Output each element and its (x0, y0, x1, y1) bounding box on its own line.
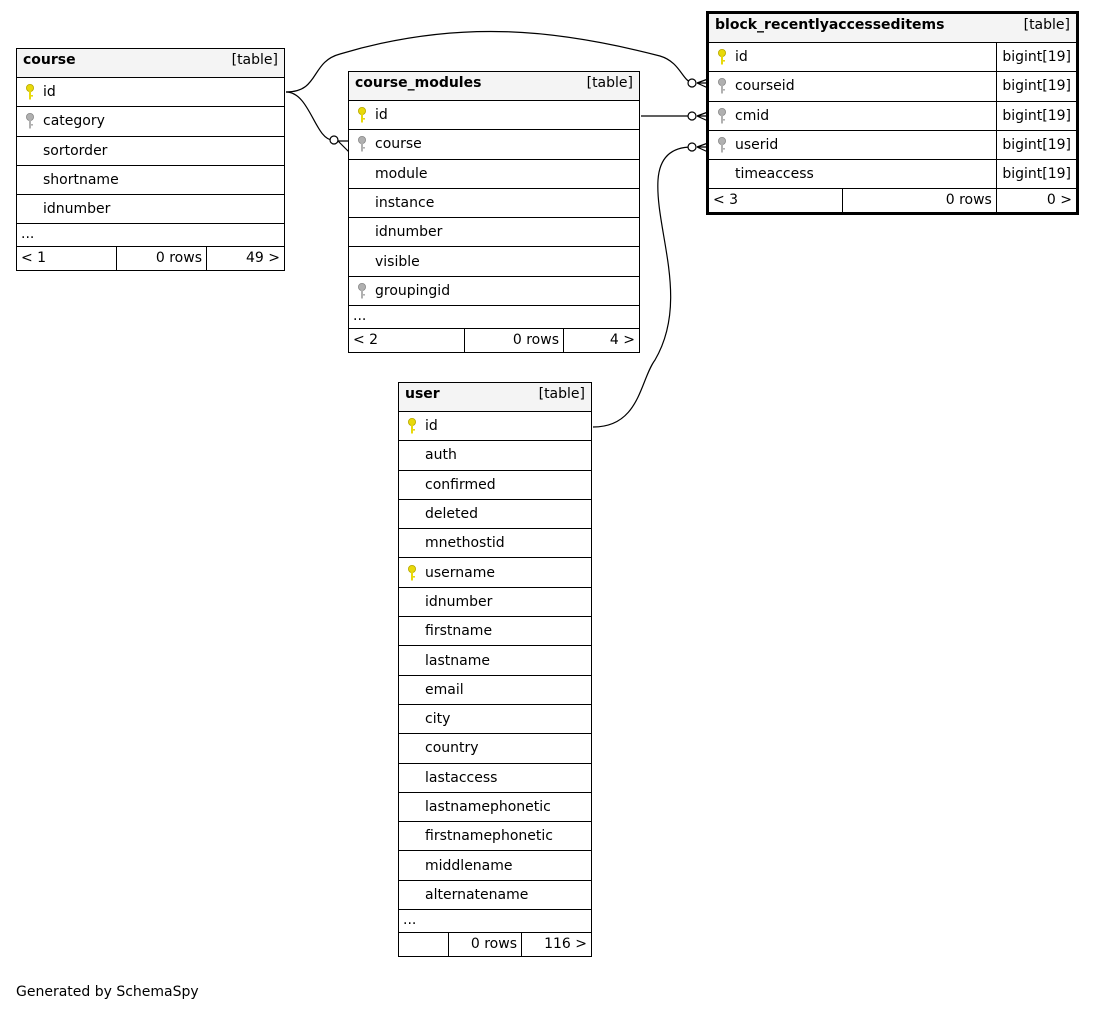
column-name: firstname (425, 623, 493, 640)
primary-key-icon (357, 106, 367, 124)
column-row-mnethostid[interactable] (399, 529, 591, 558)
column-name: id (43, 84, 56, 101)
primary-key-icon (717, 48, 727, 66)
column-key-slot (709, 102, 735, 130)
column-cell (399, 851, 591, 879)
column-name: idnumber (425, 593, 493, 610)
column-cell (399, 558, 591, 586)
table-footer (709, 189, 1076, 212)
table-course[interactable] (16, 48, 285, 271)
edge-zero-marker (688, 143, 696, 151)
column-name: id (735, 49, 748, 66)
column-name: courseid (735, 78, 795, 95)
column-key-slot (349, 218, 375, 246)
foreign-key-icon (25, 112, 35, 130)
column-cell (349, 218, 639, 246)
column-key-slot (399, 851, 425, 879)
column-name: lastnamephonetic (425, 799, 551, 815)
table-kind: [table] (231, 52, 278, 68)
column-cell (399, 793, 591, 821)
column-type: bigint[19] (996, 160, 1076, 188)
column-row-auth[interactable] (399, 441, 591, 470)
column-row-middlename[interactable] (399, 851, 591, 880)
column-row-idnumber[interactable] (399, 588, 591, 617)
column-type: bigint[19] (996, 102, 1076, 130)
column-cell (399, 881, 591, 909)
column-key-slot (709, 72, 735, 100)
credit-text: Generated by SchemaSpy (16, 984, 199, 1000)
column-row-country[interactable] (399, 734, 591, 763)
column-row-id[interactable] (709, 43, 1076, 72)
table-course-modules[interactable] (348, 71, 640, 353)
column-name: shortname (43, 172, 119, 189)
column-name: middlename (425, 857, 513, 874)
column-cell (709, 102, 996, 130)
column-key-slot (709, 131, 735, 159)
column-row-lastname[interactable] (399, 646, 591, 675)
column-name: module (375, 165, 428, 182)
more-columns-indicator: ... (399, 910, 591, 933)
column-row-city[interactable] (399, 705, 591, 734)
children-link[interactable]: 4 > (609, 332, 635, 349)
column-key-slot (399, 793, 425, 821)
parents-link[interactable]: < 3 (709, 189, 843, 212)
column-cell (349, 101, 639, 129)
column-cell (399, 764, 591, 792)
column-key-slot (17, 195, 43, 223)
column-cell (399, 822, 591, 850)
foreign-key-icon (717, 136, 727, 154)
column-name: sortorder (43, 142, 108, 159)
table-header[interactable] (399, 383, 591, 412)
children-link[interactable]: 0 > (1046, 192, 1073, 209)
column-row-alternatename[interactable] (399, 881, 591, 910)
column-cell (349, 277, 639, 305)
parents-link[interactable] (399, 933, 449, 956)
column-cell (349, 247, 639, 275)
table-block-recentlyaccesseditems[interactable] (706, 11, 1079, 215)
column-key-slot (349, 160, 375, 188)
column-cell (709, 131, 996, 159)
column-key-slot (709, 43, 735, 71)
column-cell (349, 130, 639, 158)
column-cell (399, 471, 591, 499)
column-key-slot (399, 705, 425, 733)
column-name: alternatename (425, 886, 529, 903)
column-name: visible (375, 253, 420, 270)
column-key-slot (349, 130, 375, 158)
column-row-module[interactable] (349, 160, 639, 189)
table-footer (399, 933, 591, 956)
column-cell (399, 441, 591, 469)
table-user[interactable] (398, 382, 592, 957)
column-cell (709, 43, 996, 71)
column-key-slot (399, 734, 425, 762)
column-cell (399, 734, 591, 762)
column-row-idnumber[interactable] (349, 218, 639, 247)
column-type: bigint[19] (996, 43, 1076, 71)
column-key-slot (17, 166, 43, 194)
column-row-firstnamephonetic[interactable] (399, 822, 591, 851)
parents-link[interactable]: < 1 (17, 247, 117, 270)
column-key-slot (17, 137, 43, 165)
column-name: city (425, 711, 451, 728)
column-key-slot (399, 441, 425, 469)
column-name: username (425, 564, 495, 581)
column-key-slot (399, 471, 425, 499)
column-row-instance[interactable] (349, 189, 639, 218)
column-row-cmid[interactable] (709, 102, 1076, 131)
column-name: confirmed (425, 476, 496, 493)
table-header[interactable] (17, 49, 284, 78)
column-row-shortname[interactable] (17, 166, 284, 195)
column-row-userid[interactable] (709, 131, 1076, 160)
column-row-groupingid[interactable] (349, 277, 639, 306)
column-cell (399, 500, 591, 528)
column-row-firstname[interactable] (399, 617, 591, 646)
column-key-slot (399, 588, 425, 616)
column-name: cmid (735, 107, 770, 124)
table-kind: [table] (1023, 17, 1070, 33)
column-key-slot (399, 529, 425, 557)
column-cell (17, 137, 284, 165)
column-name: lastaccess (425, 769, 498, 786)
column-row-id[interactable] (17, 78, 284, 107)
column-key-slot (399, 646, 425, 674)
more-columns-indicator: ... (349, 306, 639, 329)
foreign-key-icon (717, 77, 727, 95)
table-name[interactable]: user (405, 386, 440, 402)
column-key-slot (399, 881, 425, 909)
children-link[interactable]: 49 > (246, 250, 280, 267)
column-key-slot (349, 247, 375, 275)
column-row-category[interactable] (17, 107, 284, 136)
column-row-username[interactable] (399, 558, 591, 587)
table-kind: [table] (538, 386, 585, 402)
table-footer (349, 329, 639, 352)
column-row-deleted[interactable] (399, 500, 591, 529)
column-row-confirmed[interactable] (399, 471, 591, 500)
column-row-visible[interactable] (349, 247, 639, 276)
column-name: course (375, 136, 422, 153)
edge-zero-marker (330, 136, 338, 144)
column-key-slot (709, 160, 735, 188)
column-key-slot (349, 189, 375, 217)
table-header[interactable] (709, 14, 1076, 43)
column-key-slot (399, 617, 425, 645)
column-key-slot (399, 764, 425, 792)
edge-zero-marker (688, 79, 696, 87)
column-name: timeaccess (735, 166, 814, 183)
table-kind: [table] (586, 75, 633, 91)
column-key-slot (399, 676, 425, 704)
column-name: groupingid (375, 282, 451, 299)
column-cell (17, 78, 284, 106)
column-name: id (425, 418, 438, 435)
primary-key-icon (407, 564, 417, 582)
column-name: idnumber (43, 201, 111, 218)
column-key-slot (399, 500, 425, 528)
column-key-slot (17, 107, 43, 135)
foreign-key-icon (357, 282, 367, 300)
foreign-key-icon (717, 107, 727, 125)
column-name: country (425, 740, 479, 757)
parents-link[interactable]: < 2 (349, 329, 465, 352)
column-row-lastnamephonetic[interactable] (399, 793, 591, 822)
column-name: firstnamephonetic (425, 828, 553, 845)
column-name: id (375, 107, 388, 124)
column-cell (349, 160, 639, 188)
column-key-slot (349, 101, 375, 129)
column-name: deleted (425, 506, 478, 523)
table-name[interactable]: course_modules (355, 75, 482, 91)
column-cell (399, 676, 591, 704)
column-name: category (43, 113, 105, 130)
column-key-slot (349, 277, 375, 305)
column-type: bigint[19] (996, 72, 1076, 100)
column-row-timeaccess[interactable] (709, 160, 1076, 189)
column-key-slot (399, 822, 425, 850)
column-cell (349, 189, 639, 217)
column-type: bigint[19] (996, 131, 1076, 159)
table-header[interactable] (349, 72, 639, 101)
row-count: 0 rows (465, 329, 564, 352)
column-row-sortorder[interactable] (17, 137, 284, 166)
column-name: mnethostid (425, 535, 505, 552)
more-columns-indicator: ... (17, 224, 284, 247)
table-name[interactable]: course (23, 52, 76, 68)
table-footer (17, 247, 284, 270)
column-cell (709, 160, 996, 188)
column-name: email (425, 681, 464, 698)
foreign-key-icon (357, 135, 367, 153)
column-cell (17, 166, 284, 194)
table-name[interactable]: block_recentlyaccesseditems (715, 17, 945, 33)
row-count: 0 rows (449, 933, 522, 956)
column-name: auth (425, 447, 457, 464)
column-name: idnumber (375, 224, 443, 241)
column-key-slot (399, 412, 425, 440)
column-row-id[interactable] (399, 412, 591, 441)
column-cell (399, 412, 591, 440)
primary-key-icon (25, 83, 35, 101)
column-row-courseid[interactable] (709, 72, 1076, 101)
column-cell (17, 195, 284, 223)
column-row-course[interactable] (349, 130, 639, 159)
column-key-slot (17, 78, 43, 106)
column-row-email[interactable] (399, 676, 591, 705)
edge-zero-marker (688, 112, 696, 120)
column-row-lastaccess[interactable] (399, 764, 591, 793)
column-cell (17, 107, 284, 135)
column-cell (399, 588, 591, 616)
row-count: 0 rows (117, 247, 207, 270)
column-name: instance (375, 195, 435, 212)
column-cell (399, 529, 591, 557)
column-cell (399, 646, 591, 674)
column-cell (709, 72, 996, 100)
children-link[interactable]: 116 > (544, 936, 587, 953)
column-cell (399, 705, 591, 733)
column-name: userid (735, 137, 779, 154)
column-row-id[interactable] (349, 101, 639, 130)
edge-course-to-course-modules (286, 92, 333, 140)
row-count: 0 rows (843, 189, 997, 212)
primary-key-icon (407, 417, 417, 435)
column-key-slot (399, 558, 425, 586)
column-name: lastname (425, 652, 490, 669)
column-cell (399, 617, 591, 645)
column-row-idnumber[interactable] (17, 195, 284, 224)
